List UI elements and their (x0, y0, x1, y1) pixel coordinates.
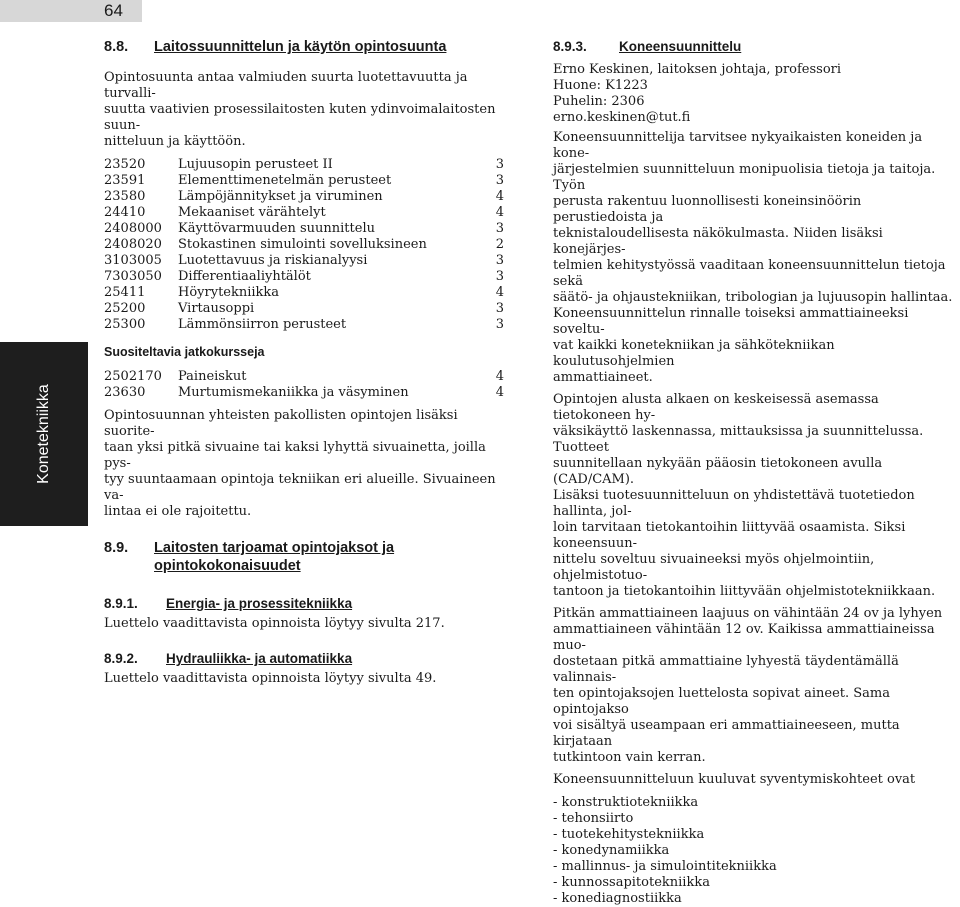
text-line: perusta rakentuu luonnollisesti koneinsinöörin perustiedoista ja (553, 194, 862, 225)
text-line: Pitkän ammattiaineen laajuus on vähintään 24 ov ja lyhyen (553, 606, 943, 621)
areas-intro: Koneensuunnitteluun kuuluvat syventymiskohteet ovat (553, 772, 916, 787)
paragraph-3 (553, 606, 955, 766)
section-number: 8.8. (104, 39, 129, 55)
course-credits: 4 (495, 205, 504, 220)
text-line: järjestelmien suunnitteluun monipuolisia tietoja ja taitoja. Työn (553, 162, 936, 193)
text-line: taan yksi pitkä sivuaine tai kaksi lyhyttä sivuainetta, joilla pys- (104, 440, 486, 471)
course-code: 23591 (104, 173, 146, 188)
section-8-9-1-text: Luettelo vaadittavista opinnoista löytyy sivulta 217. (104, 616, 445, 631)
course-row (104, 157, 504, 173)
course-code: 2502170 (104, 369, 162, 384)
text-line: tantoon ja tietokantoihin liittyvään ohjelmistotekniikkaan. (553, 584, 936, 599)
list-item: - konediagnostiikka (553, 891, 682, 906)
text-line: väksikäyttö laskennassa, mittauksissa ja suunnittelussa. Tuotteet (553, 424, 924, 455)
text-line: Lisäksi tuotesuunnitteluun on yhdistettävä tuotetiedon hallinta, jol- (553, 488, 915, 519)
section-8-9-3-heading (553, 38, 955, 55)
course-list (104, 157, 504, 333)
section-8-9-2-heading (104, 650, 504, 667)
section-8-9-1-heading (104, 595, 504, 612)
course-credits: 3 (495, 301, 504, 316)
course-name: Käyttövarmuuden suunnittelu (178, 221, 375, 236)
text-line: dostetaan pitkä ammattiaine lyhyestä täydentämällä valinnais- (553, 654, 899, 685)
course-name: Lujuusopin perusteet II (178, 157, 333, 172)
course-credits: 4 (495, 385, 504, 400)
text-line: telmien kehitystyössä vaaditaan koneensuunnittelun tietoja sekä (553, 258, 946, 289)
section-title-line: opintokokonaisuudet (154, 558, 301, 574)
course-code: 3103005 (104, 253, 162, 268)
course-credits: 3 (495, 317, 504, 332)
paragraph-2 (553, 392, 955, 600)
course-name: Lämpöjännitykset ja viruminen (178, 189, 383, 204)
course-name: Virtausoppi (178, 301, 255, 316)
focus-area-list (553, 795, 955, 907)
text-line: suutta vaativien prosessilaitosten kuten ydinvoimalaitosten suun- (104, 102, 496, 133)
text-line: teknistaloudellisesta näkökulmasta. Niiden lisäksi konejärjes- (553, 226, 883, 257)
course-credits: 4 (495, 369, 504, 384)
course-name: Elementtimenetelmän perusteet (178, 173, 392, 188)
course-credits: 4 (495, 189, 504, 204)
course-code: 25200 (104, 301, 146, 316)
course-code: 2408000 (104, 221, 162, 236)
page-number: 64 (0, 0, 142, 22)
section-8-8-heading (104, 38, 504, 56)
section-title: Hydrauliikka- ja automatiikka (166, 651, 353, 666)
section-title: Laitossuunnittelun ja käytön opintosuunta (154, 39, 447, 55)
course-code: 25411 (104, 285, 146, 300)
text-line: tutkintoon vain kerran. (553, 750, 706, 765)
course-name: Murtumismekaniikka ja väsyminen (178, 385, 409, 400)
text-line: ammattiaineen vähintään 12 ov. Kaikissa ammattiaineissa muo- (553, 622, 935, 653)
recommended-course-list (104, 369, 504, 401)
course-code: 25300 (104, 317, 146, 332)
list-item: - mallinnus- ja simulointitekniikka (553, 859, 777, 874)
paragraph-1 (553, 130, 955, 386)
course-code: 7303050 (104, 269, 162, 284)
course-row (104, 369, 504, 385)
text-line: Opintosuunta antaa valmiuden suurta luotettavuutta ja turvalli- (104, 70, 468, 101)
course-code: 23520 (104, 157, 146, 172)
section-title: Koneensuunnittelu (619, 39, 742, 54)
right-column (553, 38, 955, 907)
text-line: nitteluun ja käyttöön. (104, 134, 246, 149)
course-name: Paineiskut (178, 369, 247, 384)
course-code: 24410 (104, 205, 146, 220)
course-row (104, 205, 504, 221)
section-title (154, 539, 394, 575)
course-name: Stokastinen simulointi sovelluksineen (178, 237, 427, 252)
course-name: Lämmönsiirron perusteet (178, 317, 347, 332)
recommended-heading: Suositeltavia jatkokursseja (104, 345, 265, 359)
contact-name: Erno Keskinen, laitoksen johtaja, professori (553, 62, 842, 77)
section-number: 8.9.3. (553, 39, 587, 54)
text-line: tyy suuntaamaan opintoja tekniikan eri alueille. Sivuaineen va- (104, 472, 496, 503)
course-row (104, 301, 504, 317)
course-row (104, 385, 504, 401)
text-line: nittelu soveltuu sivuaineeksi myös ohjelmointiin, ohjelmistotuo- (553, 552, 875, 583)
list-item: - kunnossapitotekniikka (553, 875, 710, 890)
section-8-8-closing (104, 408, 504, 520)
contact-email: erno.keskinen@tut.fi (553, 110, 691, 125)
contact-room: Huone: K1223 (553, 78, 648, 93)
course-name: Mekaaniset värähtelyt (178, 205, 326, 220)
course-row (104, 317, 504, 333)
course-name: Differentiaaliyhtälöt (178, 269, 311, 284)
course-row (104, 237, 504, 253)
contact-info (553, 62, 955, 126)
course-credits: 2 (495, 237, 504, 252)
text-line: Koneensuunnittelija tarvitsee nykyaikaisten koneiden ja kone- (553, 130, 923, 161)
course-name: Höyrytekniikka (178, 285, 280, 300)
section-title-line: Laitosten tarjoamat opintojaksot ja (154, 540, 395, 556)
course-row (104, 173, 504, 189)
course-row (104, 269, 504, 285)
text-line: Opintojen alusta alkaen on keskeisessä asemassa tietokoneen hy- (553, 392, 879, 423)
course-row (104, 221, 504, 237)
left-column (104, 38, 504, 687)
course-code: 23630 (104, 385, 146, 400)
course-credits: 4 (495, 285, 504, 300)
text-line: suunnitellaan nykyään pääosin tietokoneen avulla (CAD/CAM). (553, 456, 883, 487)
section-8-9-2-text: Luettelo vaadittavista opinnoista löytyy sivulta 49. (104, 671, 437, 686)
course-credits: 3 (495, 157, 504, 172)
list-item: - konedynamiikka (553, 843, 670, 858)
text-line: Koneensuunnittelun rinnalle toiseksi ammattiaineeksi soveltu- (553, 306, 909, 337)
section-8-8-intro (104, 70, 504, 150)
chapter-side-tab-label: Konetekniikka (35, 384, 52, 484)
course-credits: 3 (495, 253, 504, 268)
text-line: ten opintojaksojen luettelosta sopivat aineet. Sama opintojakso (553, 686, 890, 717)
section-number: 8.9. (104, 540, 129, 556)
course-row (104, 285, 504, 301)
section-number: 8.9.2. (104, 651, 138, 666)
chapter-side-tab (0, 342, 88, 526)
text-line: loin tarvitaan tietokantoihin liittyvää osaamista. Siksi koneensuun- (553, 520, 906, 551)
text-line: vat kaikki konetekniikan ja sähkötekniikan koulutusohjelmien (553, 338, 835, 369)
course-row (104, 253, 504, 269)
text-line: lintaa ei ole rajoitettu. (104, 504, 252, 519)
section-number: 8.9.1. (104, 596, 138, 611)
course-code: 2408020 (104, 237, 162, 252)
section-8-9-heading (104, 539, 504, 575)
course-name: Luotettavuus ja riskianalyysi (178, 253, 368, 268)
course-row (104, 189, 504, 205)
course-code: 23580 (104, 189, 146, 204)
text-line: ammattiaineet. (553, 370, 653, 385)
list-item: - konstruktiotekniikka (553, 795, 699, 810)
course-credits: 3 (495, 221, 504, 236)
section-title: Energia- ja prosessitekniikka (166, 596, 353, 611)
list-item: - tuotekehitystekniikka (553, 827, 705, 842)
text-line: voi sisältyä useampaan eri ammattiaineeseen, mutta kirjataan (553, 718, 900, 749)
text-line: säätö- ja ohjaustekniikan, tribologian ja lujuusopin hallintaa. (553, 290, 953, 305)
contact-phone: Puhelin: 2306 (553, 94, 645, 109)
list-item: - tehonsiirto (553, 811, 634, 826)
course-credits: 3 (495, 269, 504, 284)
text-line: Opintosuunnan yhteisten pakollisten opintojen lisäksi suorite- (104, 408, 458, 439)
course-credits: 3 (495, 173, 504, 188)
